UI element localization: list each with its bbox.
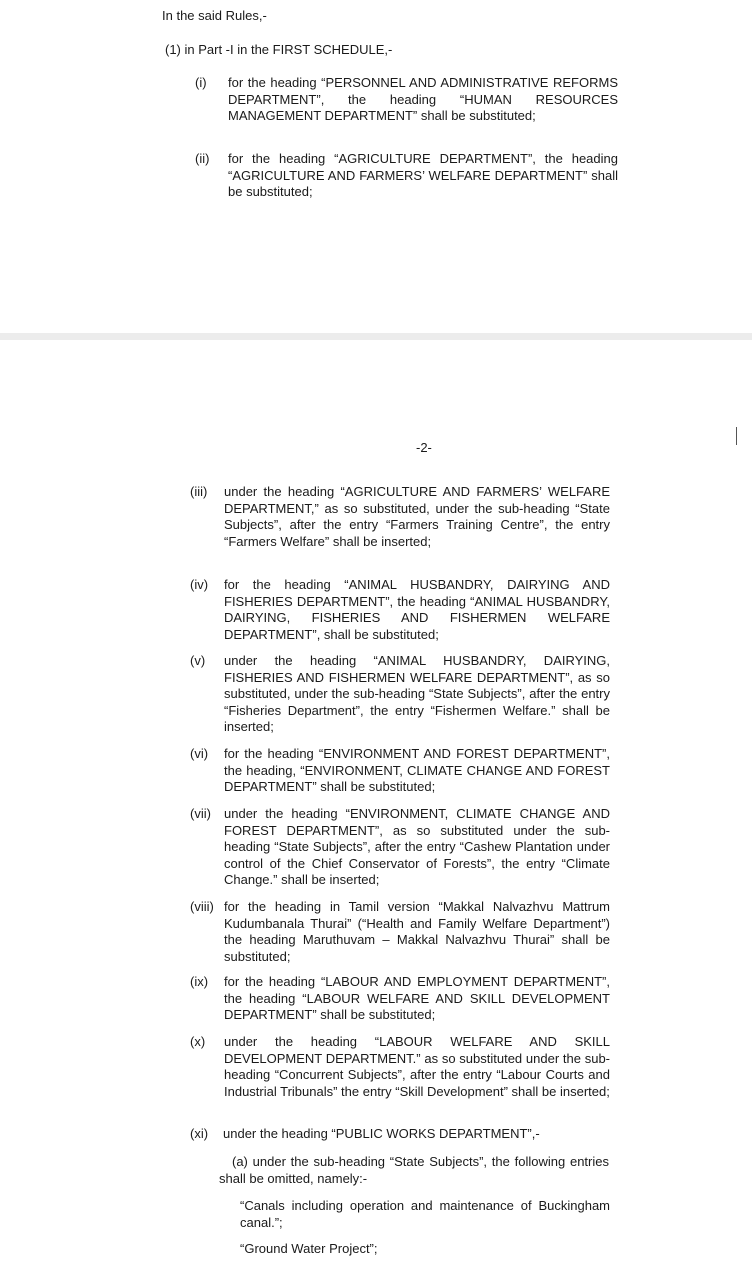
clause-text: for the heading “ENVIRONMENT AND FOREST DEPARTMENT”, the heading, “ENVIRONMENT, CLIMATE CHANGE AND FOREST DEPARTMENT” shall be substituted;: [224, 746, 610, 794]
page-number: -2-: [416, 440, 432, 455]
omitted-entry: “Canals including operation and maintenance of Buckingham canal.”;: [240, 1198, 610, 1230]
clause-text: for the heading “PERSONNEL AND ADMINISTRATIVE REFORMS DEPARTMENT”, the heading “HUMAN RESOURCES MANAGEMENT DEPARTMENT” shall be substituted;: [228, 75, 618, 123]
clause-number: (i): [195, 75, 207, 90]
omitted-entry: “Ground Water Project”;: [240, 1241, 378, 1256]
clause-iv: [190, 577, 615, 645]
clause-number: (ii): [195, 151, 210, 166]
clause-vi: [190, 746, 615, 798]
clause-xi: [190, 1126, 615, 1146]
clause-text: for the heading “AGRICULTURE DEPARTMENT”, the heading “AGRICULTURE AND FARMERS’ WELFARE DEPARTMENT” shall be substituted;: [228, 151, 618, 199]
clause-text: under the heading “LABOUR WELFARE AND SKILL DEVELOPMENT DEPARTMENT.” as so substituted under the sub-heading “Concurrent Subjects”, after the entry “Labour Courts and Industrial Tribunals” the entry “Skill Development” shall be inserted;: [224, 1034, 610, 1099]
clause-viii: [190, 899, 615, 967]
clause-number: (x): [190, 1034, 206, 1049]
clause-number: (xi): [190, 1126, 209, 1141]
clause-number: (v): [190, 653, 206, 668]
clause-text: under the heading “AGRICULTURE AND FARMERS’ WELFARE DEPARTMENT,” as so substituted, under the sub-heading “State Subjects”, after the entry “Farmers Training Centre”, the entry “Farmers Welfare” shall be inserted;: [224, 484, 610, 549]
clause-text: under the heading “ENVIRONMENT, CLIMATE CHANGE AND FOREST DEPARTMENT”, as so substituted under the sub-heading “State Subjects”, after the entry “Cashew Plantation under control of the Chief Conservator of Forests”, the entry “Climate Change.” shall be inserted;: [224, 806, 610, 887]
clause-number: (ix): [190, 974, 209, 989]
clause-text: under the heading “ANIMAL HUSBANDRY, DAIRYING, FISHERIES AND FISHERMEN WELFARE DEPARTMENT”, as so substituted, under the sub-heading “State Subjects”, after the entry “Fisheries Department”, the entry “Fishermen Welfare.” shall be inserted;: [224, 653, 610, 734]
clause-x: [190, 1034, 615, 1119]
part-heading: (1) in Part -I in the FIRST SCHEDULE,-: [165, 42, 393, 57]
scroll-marker: [736, 427, 737, 445]
clause-number: (vii): [190, 806, 211, 821]
clause-text: for the heading “ANIMAL HUSBANDRY, DAIRYING AND FISHERIES DEPARTMENT”, the heading “ANIMAL HUSBANDRY, DAIRYING, FISHERIES AND FISHERMEN WELFARE DEPARTMENT”, shall be substituted;: [224, 577, 610, 642]
intro-line: In the said Rules,-: [162, 8, 267, 23]
clause-iii: [190, 484, 615, 569]
clause-i: [195, 75, 620, 145]
clause-text: under the heading “PUBLIC WORKS DEPARTMENT”,-: [223, 1126, 540, 1141]
clause-text: for the heading “LABOUR AND EMPLOYMENT DEPARTMENT”, the heading “LABOUR WELFARE AND SKILL DEVELOPMENT DEPARTMENT” shall be substituted;: [224, 974, 610, 1022]
clause-v: [190, 653, 615, 738]
clause-ix: [190, 974, 615, 1026]
clause-ii: [195, 151, 620, 203]
clause-number: (vi): [190, 746, 209, 761]
clause-text: for the heading in Tamil version “Makkal Nalvazhvu Mattrum Kudumbanala Thurai” (“Health and Family Welfare Department”) the heading Maruthuvam – Makkal Nalvazhvu Thurai” shall be substituted;: [224, 899, 610, 964]
document-page-1: [0, 0, 752, 333]
clause-number: (iii): [190, 484, 208, 499]
clause-number: (viii): [190, 899, 214, 914]
sub-clause-a: (a) under the sub-heading “State Subjects”, the following entries shall be omitted, namely:-: [219, 1154, 609, 1186]
clause-number: (iv): [190, 577, 209, 592]
clause-vii: [190, 806, 615, 891]
document-page-2: [0, 340, 752, 1280]
